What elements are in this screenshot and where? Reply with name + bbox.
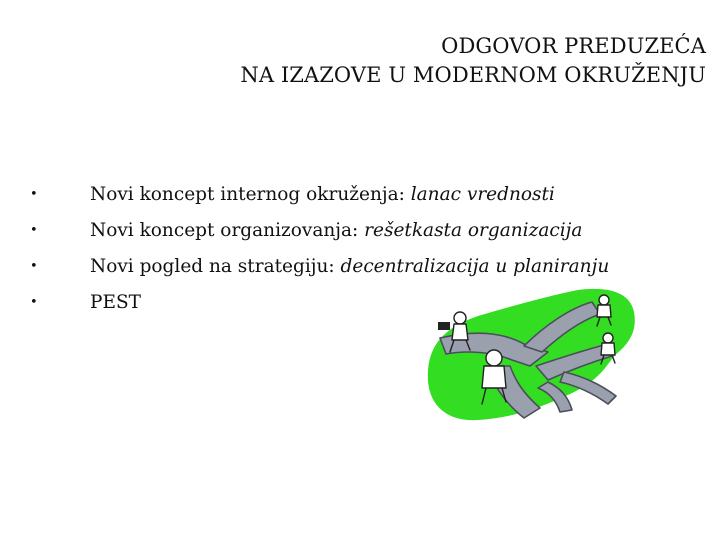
bullet-label: Novi koncept internog okruženja: — [90, 184, 411, 205]
branching-roads-people-icon — [420, 286, 642, 432]
title-line-2: NA IZAZOVE U MODERNOM OKRUŽENJU — [240, 63, 706, 87]
bullet-text — [90, 213, 582, 249]
bullet-emphasis: lanac vrednosti — [410, 184, 555, 205]
title-line-1: ODGOVOR PREDUZEĆA — [441, 34, 706, 58]
bullet-marker: • — [30, 223, 38, 238]
bullet-text — [90, 249, 609, 285]
bullet-text — [90, 177, 555, 213]
bullet-label: Novi pogled na strategiju: — [90, 256, 341, 277]
bullet-label: PEST — [90, 292, 141, 313]
bullet-marker: • — [30, 259, 38, 274]
bullet-text — [90, 285, 141, 321]
bullet-marker: • — [30, 295, 38, 310]
bullet-emphasis: decentralizacija u planiranju — [340, 256, 610, 277]
bullet-marker: • — [30, 187, 38, 202]
bullet-label: Novi koncept organizovanja: — [90, 220, 365, 241]
bullet-emphasis: rešetkasta organizacija — [364, 220, 583, 241]
slide-title — [106, 32, 706, 90]
